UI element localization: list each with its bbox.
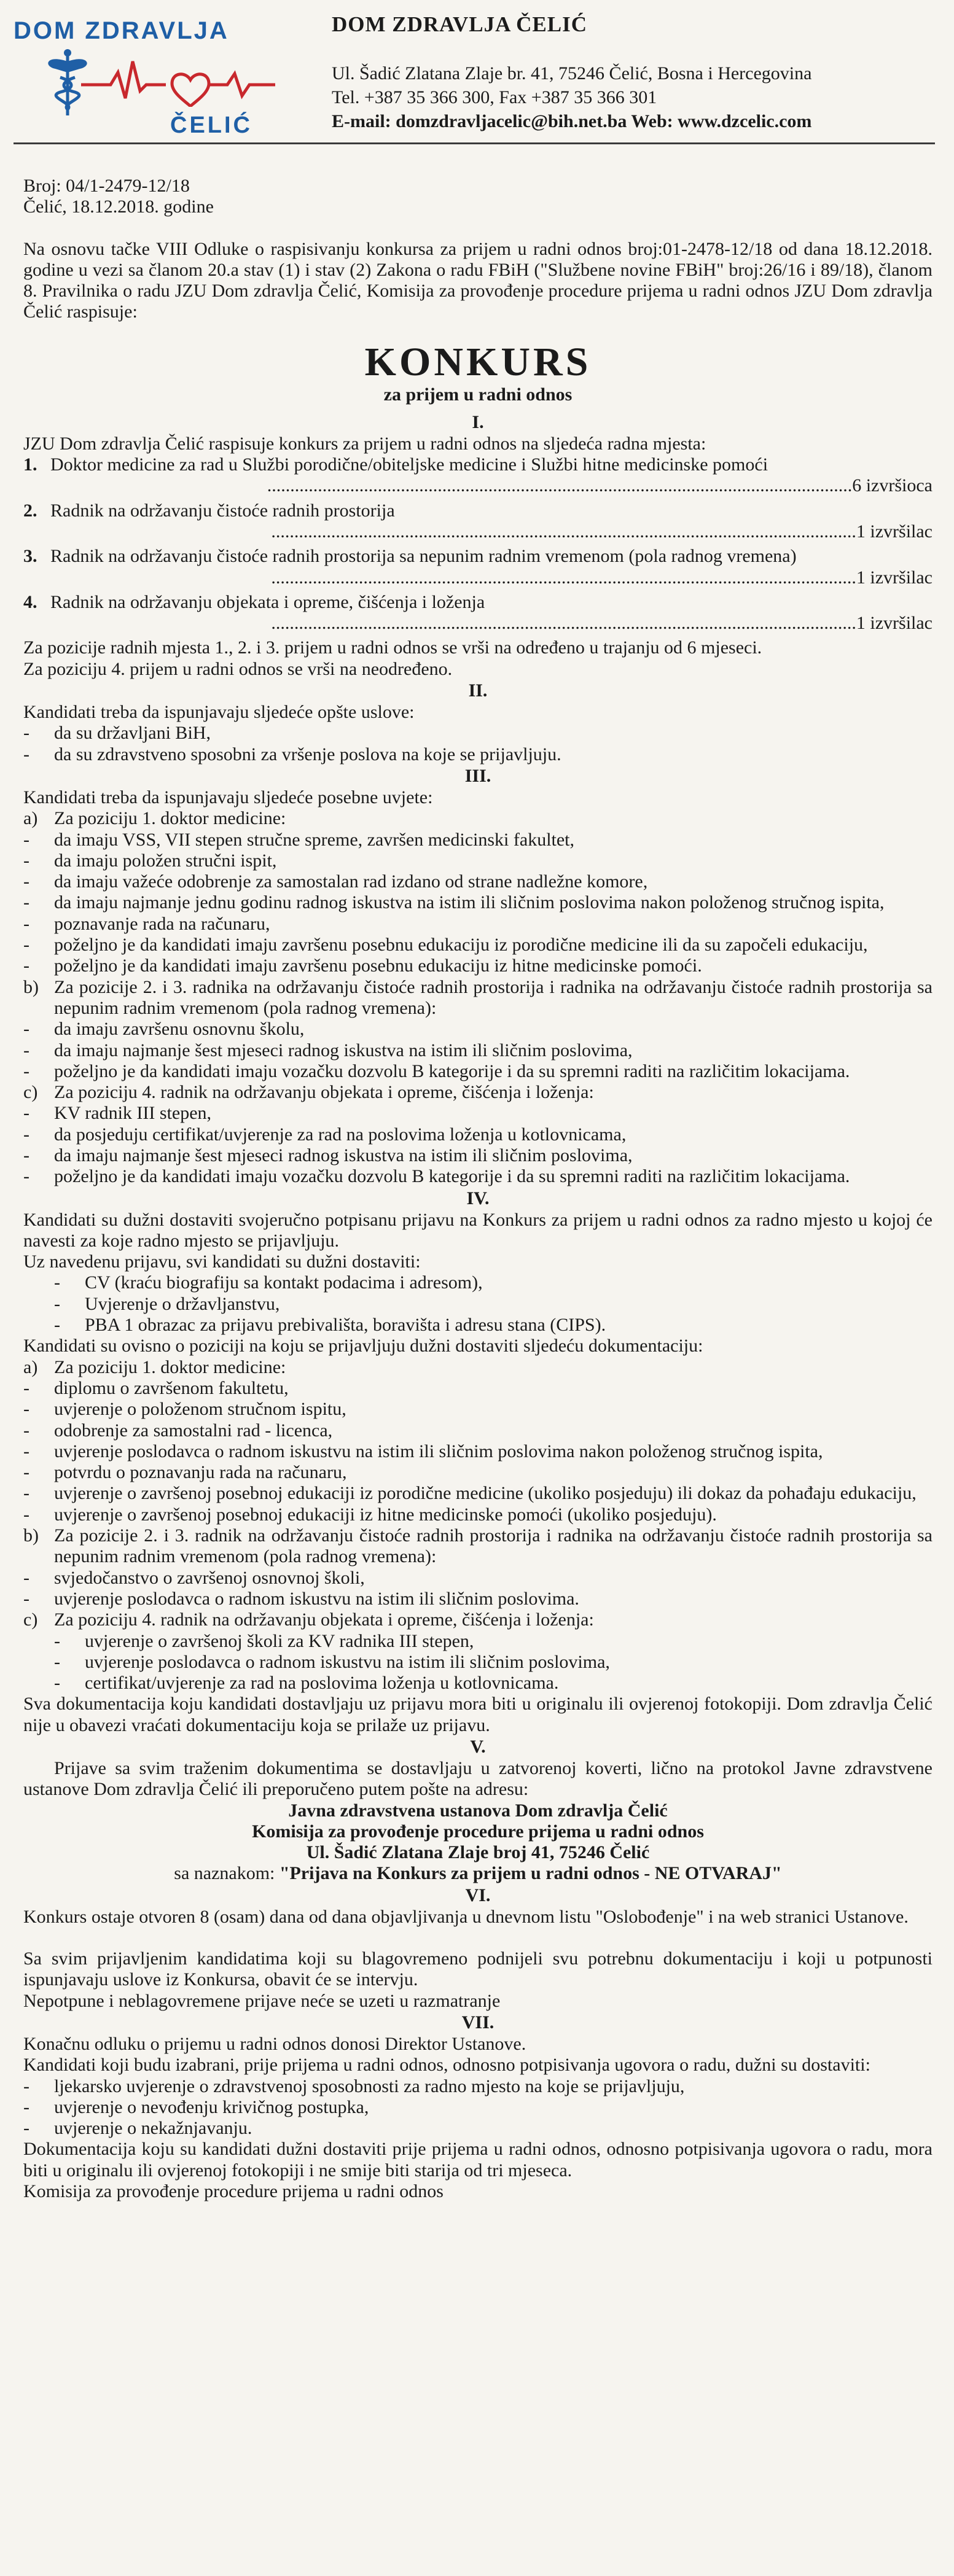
position-count: ...............................................................................................................................1 izvršilac [271,521,932,542]
list-item: - uvjerenje poslodavca o radnom iskustvu na istim ili sličnim poslovima, [54,1651,610,1672]
section-4-paragraph: Kandidati su dužni dostaviti svojeručno potpisanu prijavu na Konkurs za prijem u radni odnos za radno mjesto u kojoj će navesti za koje radno mjesto se prijavljuju. [23,1209,932,1251]
position-label: Doktor medicine za rad u Službi porodične/obiteljske medicine i Službi hitne medicinske pomoći [50,454,768,475]
section-6-paragraph: Konkurs ostaje otvoren 8 (osam) dana od dana objavljivanja u dnevnom listu "Oslobođenje" i na web stranici Ustanove. [23,1906,909,1927]
list-item: - PBA 1 obrazac za prijavu prebivališta, boravišta i adresu stana (CIPS). [54,1315,606,1336]
section-heading: V. [470,1737,486,1757]
section-7-paragraph: Kandidati koji budu izabrani, prije prijema u radni odnos, odnosno potpisivanja ugovora o radu, dužni su dostaviti: [23,2055,870,2076]
section-heading: VI. [465,1885,491,1905]
list-item: - poželjno je da kandidati imaju vozačku dozvolu B kategorije i da su spremni raditi na različitim lokacijama. [23,1166,850,1187]
list-item: - da imaju završenu osnovnu školu, [23,1019,305,1040]
list-item: - da imaju važeće odobrenje za samostalan rad izdano od strane nadležne komore, [23,871,648,892]
section-2-lead: Kandidati treba da ispunjavaju sljedeće opšte uslove: [23,702,415,723]
section-4-paragraph: Kandidati su ovisno o poziciji na koju se prijavljuju dužni dostaviti sljedeću dokumentaciju: [23,1336,703,1356]
list-item: - uvjerenje poslodavca o radnom iskustvu na istim ili sličnim poslovima. [23,1588,579,1609]
list-item: - potvrdu o poznavanju rada na računaru, [23,1462,347,1483]
section-3-lead: Kandidati treba da ispunjavaju sljedeće posebne uvjete: [23,787,433,807]
letterhead-divider [14,142,935,144]
list-item: - poželjno je da kandidati imaju završenu posebnu edukaciju iz hitne medicinske pomoći. [23,955,702,976]
list-item: - uvjerenje poslodavca o radnom iskustvu na istim ili sličnim poslovima nakon položenog stručnog ispita, [23,1441,823,1461]
document-date: Čelić, 18.12.2018. godine [23,197,214,217]
list-item: - uvjerenje o završenoj posebnoj edukaciji iz porodične medicine (ukoliko posjeduju) ili dokaz da pohađaju edukaciju, [23,1483,917,1504]
subsection-b: b) Za pozicije 2. i 3. radnika na održavanju čistoće radnih prostorija i radnika na održavanju čistoće radnih prostorija sa nepunim radnim vremenom (pola radnog vremena): [23,976,932,1018]
section-4-paragraph: Sva dokumentacija koju kandidati dostavljaju uz prijavu mora biti u originalu ili ovjerenoj fotokopiji. Dom zdravlja Čelić nije u obavezi vraćati dokumentaciju koja se prilaže uz prijavu. [23,1694,932,1735]
position-label: Radnik na održavanju čistoće radnih prostorija sa nepunim radnim vremenom (pola radnog vremena) [50,546,797,567]
section-heading: III. [464,765,491,786]
letterhead [0,0,954,145]
list-item: - certifikat/uvjerenje za rad na poslovima loženja u kotlovnicama. [54,1673,559,1694]
list-item: - odobrenje za samostalni rad - licenca, [23,1420,333,1441]
subsection-c: c) Za poziciju 4. radnik na održavanju objekata i opreme, čišćenja i loženja: [23,1082,594,1103]
list-item: - CV (kraću biografiju sa kontakt podacima i adresom), [54,1272,483,1293]
list-item: - da su zdravstveno sposobni za vršenje poslova na koje se prijavljuju. [23,744,561,765]
list-item: - da su državljani BiH, [23,723,211,744]
organization-email-web: E-mail: domzdravljacelic@bih.net.ba Web: www.dzcelic.com [332,111,812,131]
list-item: - da imaju najmanje šest mjeseci radnog iskustva na istim ili sličnim poslovima, [23,1040,633,1060]
section-6-paragraph: Nepotpune i neblagovremene prijave neće se uzeti u razmatranje [23,1990,501,2011]
subsection-b: b) Za pozicije 2. i 3. radnik na održavanju čistoće radnih prostorija i radnika na održavanju čistoće radnih prostorija sa nepunim radnim vremenom (pola radnog vremena): [23,1525,932,1567]
document-reference: Broj: 04/1-2479-12/18 [23,176,190,196]
document-title: KONKURS [364,339,592,384]
subsection-a: a) Za poziciju 1. doktor medicine: [23,808,286,829]
list-item: - poželjno je da kandidati imaju vozačku dozvolu B kategorije i da su spremni raditi na različitim lokacijama. [23,1060,850,1081]
list-item: - uvjerenje o nevođenju krivičnog postupka, [23,2096,369,2117]
subsection-c: c) Za poziciju 4. radnik na održavanju objekata i opreme, čišćenja i loženja: [23,1609,594,1630]
position-count: ...............................................................................................................................1 izvršilac [271,613,932,634]
position-count: ...............................................................................................................................1 izvršilac [271,567,932,588]
list-item: - uvjerenje o završenoj školi za KV radnika III stepen, [54,1630,474,1651]
section-1-note: Za poziciju 4. prijem u radni odnos se vrši na neodređeno. [23,658,453,679]
list-item: - da imaju najmanje šest mjeseci radnog iskustva na istim ili sličnim poslovima, [23,1145,633,1165]
position-label: Radnik na održavanju čistoće radnih prostorija [50,500,395,521]
list-item: - da imaju VSS, VII stepen stručne spreme, završen medicinski fakultet, [23,829,575,850]
position-item [23,546,932,588]
position-number: 2. [23,500,37,521]
position-label: Radnik na održavanju objekata i opreme, čišćenja i loženja [50,591,485,612]
position-item [23,592,932,634]
section-heading: IV. [466,1188,490,1208]
mailing-address-line: Javna zdravstvena ustanova Dom zdravlja Čelić [288,1800,668,1821]
section-heading: II. [468,680,488,701]
list-item: - uvjerenje o položenom stručnom ispitu, [23,1399,346,1420]
list-item: - da imaju najmanje jednu godinu radnog iskustva na istim ili sličnim poslovima nakon položenog stručnog ispita, [23,892,885,913]
section-5-paragraph: Prijave sa svim traženim dokumentima se dostavljaju u zatvorenoj koverti, lično na protokol Javne zdravstvene ustanove Dom zdravlja Čelić ili preporučeno putem pošte na adresu: [23,1758,932,1800]
organization-address: Ul. Šadić Zlatana Zlaje br. 41, 75246 Čelić, Bosna i Hercegovina [332,63,812,84]
list-item: - ljekarsko uvjerenje o zdravstvenoj sposobnosti za radno mjesto na koje se prijavljuju, [23,2076,685,2096]
section-1-note: Za pozicije radnih mjesta 1., 2. i 3. prijem u radni odnos se vrši na određeno u trajanju od 6 mjeseci. [23,637,762,658]
caduceus-heartbeat-icon [43,48,276,119]
organization-phone: Tel. +387 35 366 300, Fax +387 35 366 301 [332,87,657,107]
list-item: - uvjerenje o nekažnjavanju. [23,2118,252,2139]
list-item: - KV radnik III stepen, [23,1103,212,1124]
list-item: - uvjerenje o završenoj posebnoj edukaciji iz hitne medicinske pomoći (ukoliko posjeduju). [23,1504,717,1525]
document-intro: Na osnovu tačke VIII Odluke o raspisivanju konkursa za prijem u radni odnos broj:01-2478-12/18 od dana 18.12.2018. godine u vezi sa članom 20.a stav (1) i stav (2) Zakona o radu FBiH ("Službene novine FBiH" broj:26/16 i 89/18), članom 8. Pravilnika o radu JZU Dom zdravlja Čelić, Komisija za provođenje procedure prijema u radni odnos JZU Dom zdravlja Čelić raspisuje: [23,238,932,322]
list-item: - Uvjerenje o državljanstvu, [54,1293,280,1314]
list-item: - svjedočanstvo o završenoj osnovnoj školi, [23,1567,365,1588]
organization-logo [14,17,302,137]
organization-name: DOM ZDRAVLJA ČELIĆ [332,12,588,36]
position-item [23,454,932,497]
document-body [23,176,932,2202]
list-item: - da imaju položen stručni ispit, [23,850,277,871]
section-7-paragraph: Konačnu odluku o prijemu u radni odnos donosi Direktor Ustanove. [23,2033,526,2054]
position-number: 1. [23,454,37,475]
section-6-paragraph: Sa svim prijavljenim kandidatima koji su blagovremeno podnijeli svu potrebnu dokumentaciju i koji u potpunosti ispunjavaju uslove iz Konkursa, obavit će se intervju. [23,1948,932,1990]
position-item [23,500,932,543]
list-item: - poznavanje rada na računaru, [23,913,270,934]
signature-committee: Komisija za provođenje procedure prijema u radni odnos [23,2181,444,2202]
section-heading: VII. [461,2012,495,2033]
envelope-marking: sa naznakom: "Prijava na Konkurs za prijem u radni odnos - NE OTVARAJ" [174,1863,782,1884]
section-heading: I. [472,411,484,432]
logo-text-top: DOM ZDRAVLJA [14,17,229,44]
section-4-paragraph: Uz navedenu prijavu, svi kandidati su dužni dostaviti: [23,1251,421,1272]
subsection-a: a) Za poziciju 1. doktor medicine: [23,1356,286,1377]
letterhead-info [332,12,934,133]
section-1-lead: JZU Dom zdravlja Čelić raspisuje konkurs za prijem u radni odnos na sljedeća radna mjesta: [23,433,706,454]
list-item: - poželjno je da kandidati imaju završenu posebnu edukaciju iz porodične medicine ili da su započeli edukaciju, [23,935,868,955]
list-item: - diplomu o završenom fakultetu, [23,1377,289,1398]
position-count: ...............................................................................................................................6 izvršioca [267,475,932,496]
section-7-paragraph: Dokumentacija koju su kandidati dužni dostaviti prije prijema u radni odnos, odnosno potpisivanja ugovora o radu, mora biti u originalu ili ovjerenoj fotokopiji i ne smije biti starija od tri mjeseca. [23,2139,932,2181]
position-number: 3. [23,546,37,567]
document-subtitle: za prijem u radni odnos [383,384,573,405]
position-number: 4. [23,591,37,612]
list-item: - da posjeduju certifikat/uvjerenje za rad na poslovima loženja u kotlovnicama, [23,1124,627,1145]
mailing-address-line: Ul. Šadić Zlatana Zlaje broj 41, 75246 Čelić [306,1842,650,1863]
logo-text-bottom: ČELIĆ [170,112,252,138]
mailing-address-line: Komisija za provođenje procedure prijema u radni odnos [252,1821,704,1842]
